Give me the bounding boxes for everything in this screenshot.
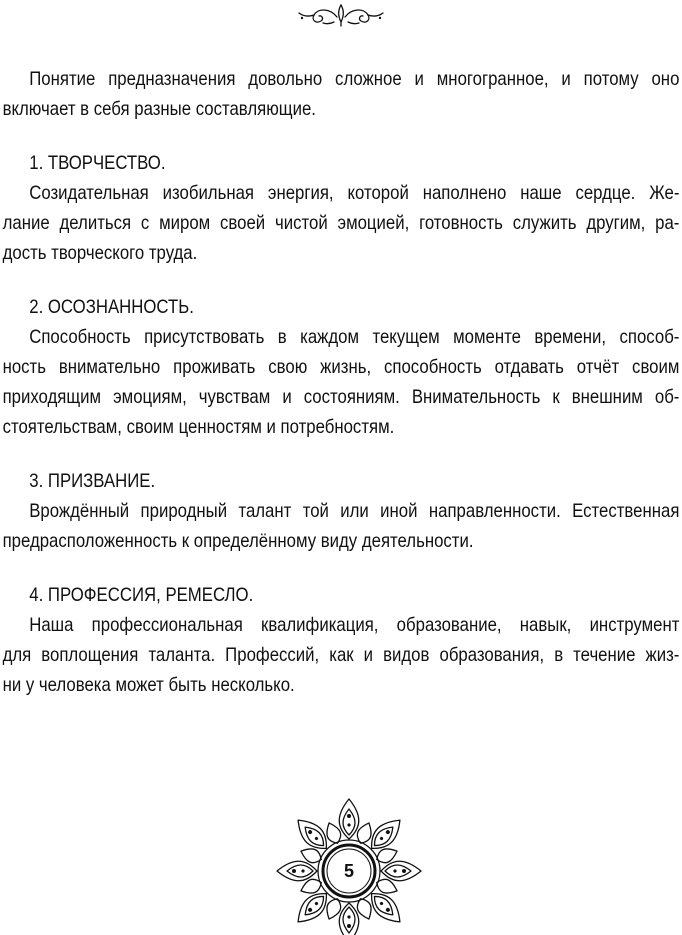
section-line: ни у человека может быть несколько.	[2, 674, 295, 696]
section-line: стоятельствам, своим ценностям и потребностям.	[2, 416, 395, 438]
intro-line-2: включает в себя разные составляющие.	[2, 98, 316, 120]
section-line: предрасположенность к определённому виду деятельности.	[2, 530, 474, 552]
page-number: 5	[343, 861, 354, 881]
section-line: Созидательная изобильная энергия, которой наполнено наше сердце. Же-	[29, 182, 680, 204]
section-heading-awareness: 2. ОСОЗНАННОСТЬ.	[29, 296, 194, 318]
section-line: для воплощения таланта. Профессий, как и видов образования, в течение жиз-	[2, 644, 680, 666]
section-heading-profession: 4. ПРОФЕССИЯ, РЕМЕСЛО.	[29, 584, 254, 606]
section-heading-calling: 3. ПРИЗВАНИЕ.	[29, 470, 156, 492]
intro-line-1: Понятие предназначения довольно сложное и многогранное, и потому оно	[29, 68, 680, 90]
section-line: ность внимательно проживать свою жизнь, способность отдавать отчёт своим	[2, 356, 680, 378]
section-line: Наша профессиональная квалификация, образование, навык, инструмент	[29, 614, 680, 636]
section-line: Врождённый природный талант той или иной направленности. Естественная	[29, 500, 680, 522]
section-line: Способность присутствовать в каждом текущем моменте времени, способ-	[29, 326, 680, 348]
top-flourish-ornament-icon	[296, 2, 386, 28]
section-line: дость творческого труда.	[2, 242, 198, 264]
section-line: приходящим эмоциям, чувствам и состояниям. Внимательность к внешним об-	[2, 386, 680, 408]
section-line: лание делиться с миром своей чистой эмоцией, готовность служить другим, ра-	[2, 212, 680, 234]
section-heading-creativity: 1. ТВОРЧЕСТВО.	[29, 152, 166, 174]
